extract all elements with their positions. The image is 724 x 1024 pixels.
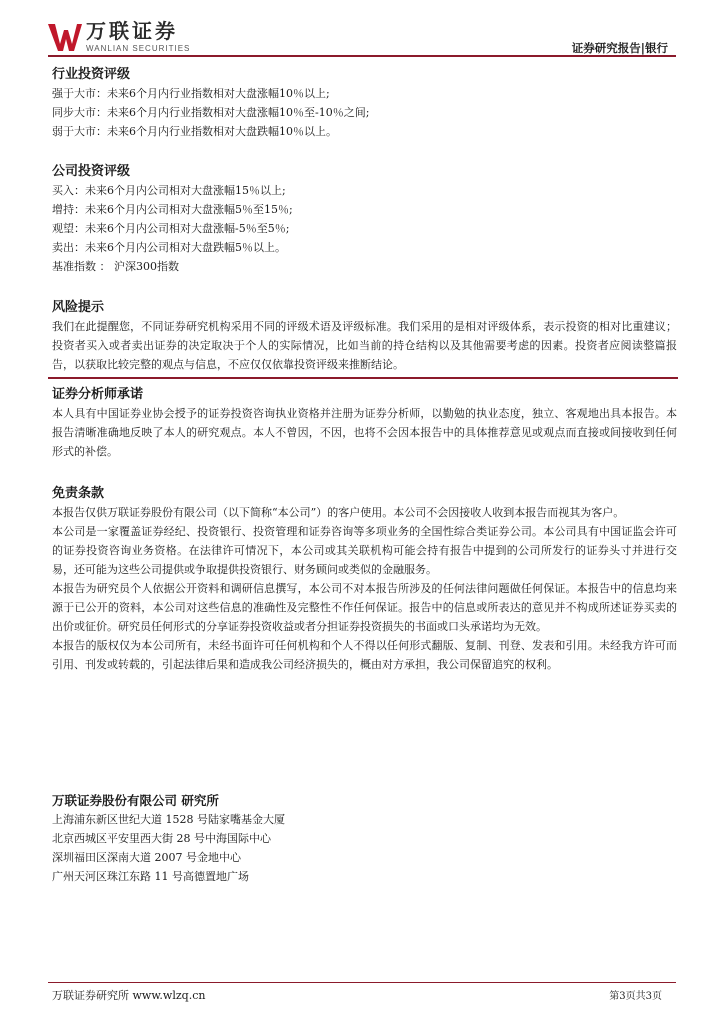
disclaimer-paragraph: 本报告为研究员个人依据公开资料和调研信息撰写，本公司不对本报告所涉及的任何法律问题做任何保证。本报告中的信息均来源于已公开的资料，本公司对这些信息的准确性及完整性不作任何保证。报告中的信息或所表达的意见并不构成所述证券买卖的出价或征价。研究员任何形式的分享证券投资收益或者分担证券投资损失的书面或口头承诺均为无效。: [52, 582, 677, 633]
company-logo: [48, 20, 198, 54]
footer-divider: [48, 982, 676, 983]
page-number: 第3页共3页: [609, 991, 662, 1002]
wanlian-w-logo-icon: [48, 22, 82, 52]
company-rating-item: 观望：未来6个月内公司相对大盘涨幅-5％至5％;: [52, 222, 290, 235]
report-type-label: 证券研究报告|银行: [571, 41, 668, 55]
company-rating-item: 买入：未来6个月内公司相对大盘涨幅15％以上;: [52, 184, 286, 197]
disclaimer-paragraph: 本报告仅供万联证券股份有限公司（以下简称“本公司”）的客户使用。本公司不会因接收人收到本报告而视其为客户。: [52, 506, 625, 519]
office-address: 上海浦东新区世纪大道 1528 号陆家嘴基金大厦: [52, 813, 285, 826]
disclaimer-paragraph: 本公司是一家覆盖证券经纪、投资银行、投资管理和证券咨询等多项业务的全国性综合类证券公司。本公司具有中国证监会许可的证券投资咨询业务资格。在法律许可情况下，本公司或其关联机构可能会持有报告中提到的公司所发行的证券头寸并进行交易，还可能为这些公司提供或争取提供投资银行、财务顾问或类似的金融服务。: [52, 525, 677, 576]
risk-section: [52, 299, 677, 374]
industry-rating-item: 同步大市：未来6个月内行业指数相对大盘涨幅10％至-10％之间;: [52, 106, 370, 119]
industry-rating-item: 弱于大市：未来6个月内行业指数相对大盘跌幅10％以上。: [52, 125, 337, 138]
office-address: 深圳福田区深南大道 2007 号金地中心: [52, 851, 241, 864]
logo-name-en: WANLIAN SECURITIES: [86, 44, 191, 53]
company-info-title: 万联证券股份有限公司 研究所: [52, 793, 219, 808]
disclaimer-title: 免责条款: [52, 486, 105, 501]
section-divider: [48, 377, 678, 379]
company-rating-item: 增持：未来6个月内公司相对大盘涨幅5％至15％;: [52, 203, 293, 216]
footer-website: 万联证券研究所 www.wlzq.cn: [52, 989, 206, 1002]
disclaimer-paragraph: 本报告的版权仅为本公司所有，未经书面许可任何机构和个人不得以任何形式翻版、复制、刊登、发表和引用。未经我方许可而引用、刊发或转载的，引起法律后果和造成我公司经济损失的，概由对方承担，我公司保留追究的权利。: [52, 639, 677, 671]
industry-rating-section: [52, 66, 369, 141]
benchmark-index: 基准指数 ： 沪深300指数: [52, 260, 179, 273]
header-divider: [48, 55, 676, 57]
risk-text: 我们在此提醒您，不同证券研究机构采用不同的评级术语及评级标准。我们采用的是相对评级体系，表示投资的相对比重建议；投资者买入或者卖出证券的决定取决于个人的实际情况，比如当前的持仓结构以及其他需要考虑的因素。投资者应阅读整篇报告，以获取比较完整的观点与信息，不应仅仅依靠投资评级来推断结论。: [52, 320, 677, 371]
company-info-section: [52, 792, 285, 886]
analyst-section: [52, 386, 677, 461]
industry-rating-title: 行业投资评级: [52, 67, 131, 82]
company-rating-title: 公司投资评级: [52, 164, 131, 179]
industry-rating-item: 强于大市：未来6个月内行业指数相对大盘涨幅10％以上;: [52, 87, 330, 100]
office-address: 广州天河区珠江东路 11 号高德置地广场: [52, 870, 249, 883]
risk-title: 风险提示: [52, 300, 105, 315]
logo-name-cn: 万联证券: [86, 19, 178, 43]
company-rating-section: [52, 163, 293, 276]
disclaimer-section: [52, 485, 677, 674]
analyst-text: 本人具有中国证券业协会授予的证券投资咨询执业资格并注册为证券分析师，以勤勉的执业态度，独立、客观地出具本报告。本报告清晰准确地反映了本人的研究观点。本人不曾因，不因，也将不会因本报告中的具体推荐意见或观点而直接或间接收到任何形式的补偿。: [52, 407, 677, 458]
office-address: 北京西城区平安里西大街 28 号中海国际中心: [52, 832, 271, 845]
company-rating-item: 卖出：未来6个月内公司相对大盘跌幅5％以上。: [52, 241, 286, 254]
analyst-title: 证券分析师承诺: [52, 387, 144, 402]
